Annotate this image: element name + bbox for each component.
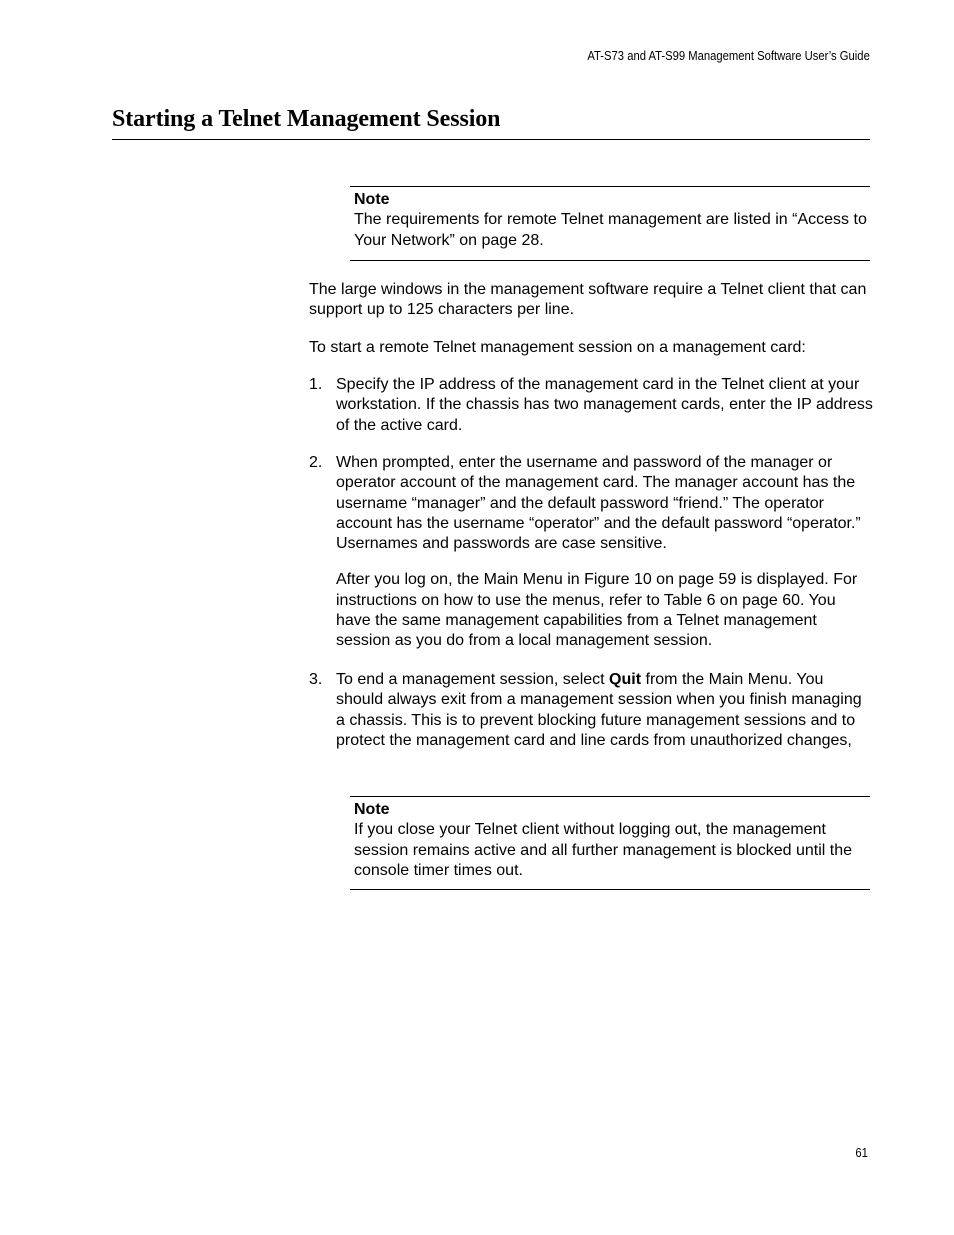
title-rule [112,139,870,140]
note-label: Note [354,191,390,208]
step-1 [309,375,874,436]
step-text: Specify the IP address of the management card in the Telnet client at your workstation. If the chassis has two management cards, enter the IP address of the active card. [336,376,873,434]
running-header: AT-S73 and AT-S99 Management Software User’s Guide [587,49,870,63]
note-label: Note [354,801,390,818]
step-2 [309,453,874,652]
step-followup-text: After you log on, the Main Menu in Figure 10 on page 59 is displayed. For instructions on how to use the menus, refer to Table 6 on page 60. You have the same management capabilities from a Telnet management session as you do from a local management session. [336,571,858,650]
lead-in-paragraph: To start a remote Telnet management session on a management card: [309,339,806,356]
step-number: 1. [309,376,323,393]
step-text [336,670,874,751]
section-title: Starting a Telnet Management Session [112,106,501,132]
step-text: When prompted, enter the username and password of the manager or operator account of the management card. The manager account has the username “manager” and the default password “friend.” The operator account has the username “operator” and the default password “operator.” Usernames and passwords are case sensitive. [336,454,861,553]
intro-paragraph: The large windows in the management software require a Telnet client that can support up to 125 characters per line. [309,281,867,319]
note-text: If you close your Telnet client without logging out, the management session remains active and all further management is blocked until the console timer times out. [354,821,853,879]
note-box-requirements [350,186,870,261]
step-text-end: from the Main Menu. You should always exit from a management session when you finish managing a chassis. This is to prevent blocking future management sessions and to protect the management card and line cards from unauthorized changes, [336,671,862,749]
note-text: The requirements for remote Telnet management are listed in “Access to Your Network” on page 28. [354,211,867,249]
step-number: 3. [309,671,323,688]
step-number: 2. [309,454,323,471]
page-number: 61 [855,1146,868,1160]
quit-menu-option: Quit [609,671,642,688]
note-box-logout [350,796,870,890]
step-3 [309,670,874,751]
step-text-start: To end a management session, select [336,671,610,688]
